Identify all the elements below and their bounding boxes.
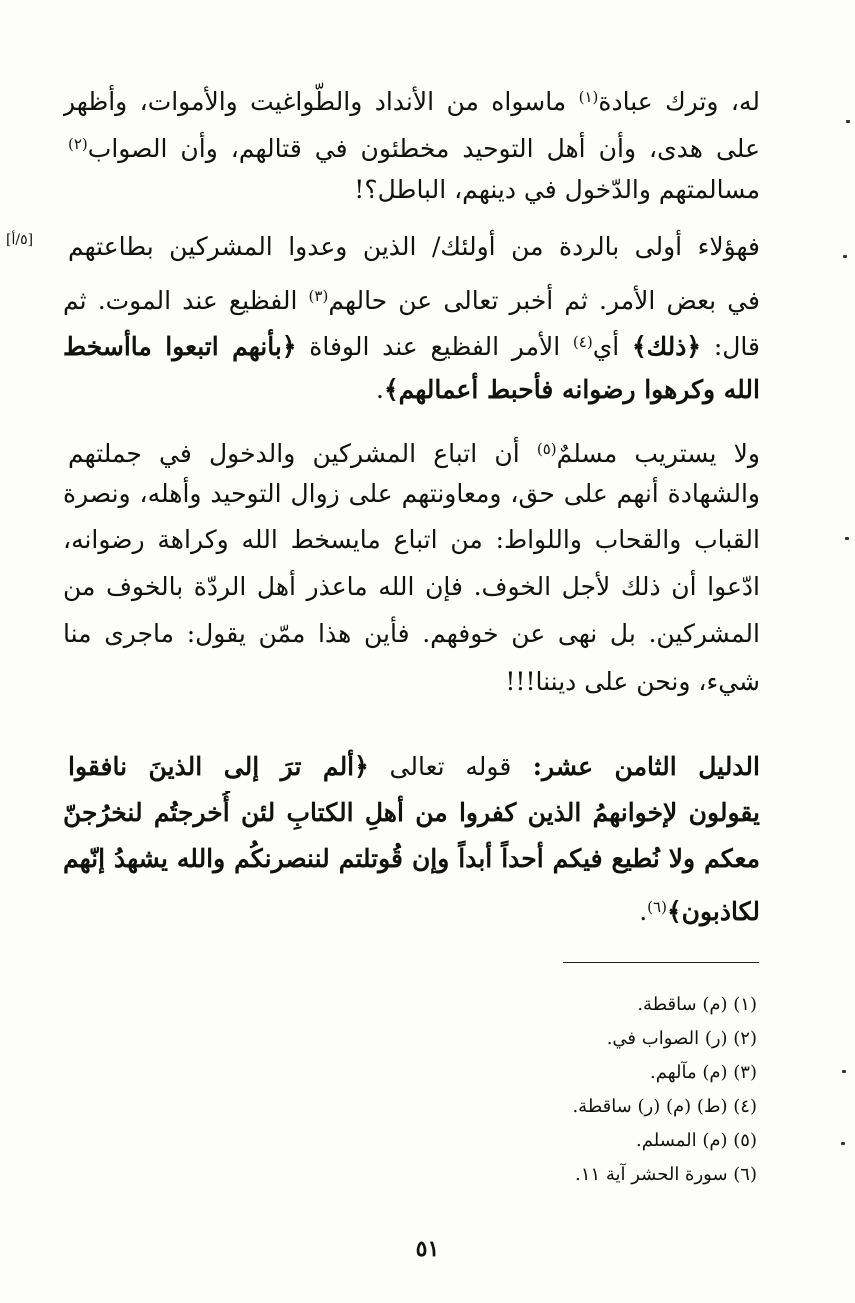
text-segment: المشركين. بل نهى عن خوفهم. فأين هذا ممّن يقول: ماجرى منا bbox=[63, 619, 760, 648]
text-line bbox=[63, 518, 760, 562]
text-line bbox=[63, 274, 760, 318]
footnote-marker: (٣) bbox=[308, 287, 329, 305]
text-line bbox=[68, 225, 760, 269]
quran-quote: الله وكرهوا رضوانه فأحبط أعمالهم﴾ bbox=[383, 375, 760, 404]
scan-speck bbox=[843, 255, 847, 258]
scan-speck bbox=[846, 120, 850, 123]
footnote-marker: (٢) bbox=[68, 135, 88, 153]
footnote: (٦) سورة الحشر آية ١١. bbox=[575, 1164, 757, 1185]
text-line bbox=[63, 75, 760, 119]
text-line bbox=[68, 745, 760, 789]
text-segment: ادّعوا أن ذلك لأجل الخوف. فإن الله ماعذر أهل الردّة بالخوف من bbox=[63, 572, 760, 601]
footnote: (٤) (ط) (م) (ر) ساقطة. bbox=[572, 1096, 757, 1117]
quran-quote: ﴿ذلك﴾ bbox=[631, 332, 702, 361]
text-segment: مسالمتهم والدّخول في دينهم، الباطل؟! bbox=[354, 175, 760, 204]
quran-quote: الدليل الثامن عشر: bbox=[511, 752, 760, 781]
text-line bbox=[63, 612, 760, 656]
text-segment: القباب والقحاب واللواط: من اتباع مايسخط الله وكراهة رضوانه، bbox=[63, 525, 760, 554]
footnote-separator bbox=[563, 962, 759, 963]
text-segment: الفظيع عند الموت. ثم bbox=[63, 286, 309, 315]
text-line bbox=[63, 320, 760, 364]
text-line bbox=[505, 660, 760, 704]
text-line bbox=[376, 368, 760, 412]
text-segment: والشهادة أنهم على حق، ومعاونتهم على زوال التوحيد وأهله، ونصرة bbox=[63, 479, 760, 508]
text-segment: له، وترك عبادة bbox=[598, 87, 760, 116]
text-segment: قال: bbox=[701, 332, 760, 361]
text-line bbox=[639, 885, 760, 934]
quran-quote: يقولون لإخوانهمُ الذين كفروا من أهلِ الكتابِ لئن أُخرجتُم لنخرُجنّ bbox=[63, 798, 760, 827]
footnote-marker: (٤) bbox=[572, 333, 593, 351]
text-line bbox=[63, 472, 760, 516]
text-segment: فهؤلاء أولى بالردة من أولئك/ الذين وعدوا المشركين بطاعتهم bbox=[68, 232, 760, 261]
text-segment: قوله تعالى bbox=[368, 752, 512, 781]
page-number: ٥١ bbox=[415, 1236, 440, 1262]
text-line bbox=[63, 791, 760, 835]
text-segment: . bbox=[639, 897, 648, 926]
quran-quote: ﴿بأنهم اتبعوا ماأسخط bbox=[63, 332, 297, 361]
text-segment: ولا يستريب مسلمٌ bbox=[556, 439, 760, 468]
scan-speck bbox=[842, 1070, 846, 1073]
text-segment: على هدى، وأن أهل التوحيد مخطئون في قتالهم، وأن الصواب bbox=[87, 134, 760, 163]
text-segment: أي bbox=[592, 332, 632, 361]
text-line bbox=[63, 565, 760, 609]
footnote-marker: (٦) bbox=[647, 898, 667, 916]
quran-quote: معكم ولا نُطيع فيكم أحداً أبداً وإن قُوتلتم لننصرنكُم والله يشهدُ إنّهم bbox=[63, 844, 760, 873]
text-line bbox=[63, 837, 760, 881]
quran-quote: ﴿ألم ترَ إلى الذينَ نافقوا bbox=[68, 752, 369, 781]
footnote: (٢) (ر) الصواب في. bbox=[606, 1028, 757, 1049]
text-line bbox=[354, 168, 760, 212]
scan-speck bbox=[841, 1142, 845, 1145]
text-segment: الأمر الفظيع عند الوفاة bbox=[296, 332, 573, 361]
text-segment: في بعض الأمر. ثم أخبر تعالى عن حالهم bbox=[328, 286, 760, 315]
text-segment: شيء، ونحن على ديننا!!! bbox=[505, 667, 760, 696]
text-segment: أن اتباع المشركين والدخول في جملتهم bbox=[68, 439, 537, 468]
text-segment: ماسواه من الأنداد والطّواغيت والأموات، وأظهر bbox=[63, 87, 567, 116]
text-line bbox=[68, 122, 760, 166]
footnote-marker: (١) bbox=[578, 88, 599, 106]
footnote: (٣) (م) مآلهم. bbox=[650, 1062, 757, 1083]
quran-quote: لكاذبون﴾ bbox=[666, 897, 760, 926]
scan-speck bbox=[845, 537, 849, 540]
footnote-marker: (٥) bbox=[536, 440, 557, 458]
footnote: (١) (م) ساقطة. bbox=[637, 994, 757, 1015]
footnote: (٥) (م) المسلم. bbox=[636, 1130, 757, 1151]
text-line bbox=[68, 427, 760, 471]
margin-folio-reference: [٥/أ] bbox=[6, 232, 34, 248]
text-segment: . bbox=[375, 375, 384, 404]
